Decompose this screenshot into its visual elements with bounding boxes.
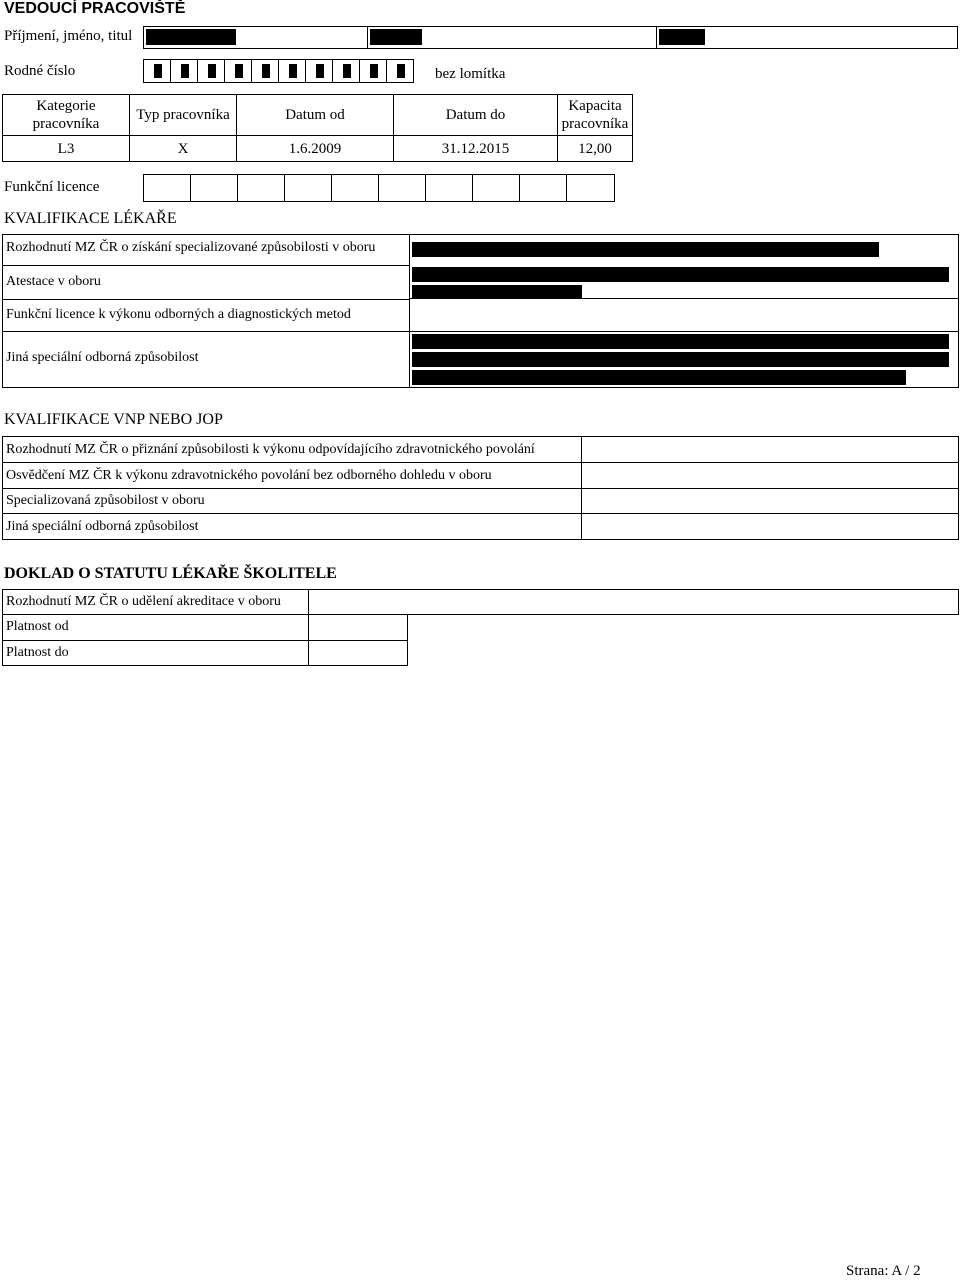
section-title-doctor-qualification: KVALIFIKACE LÉKAŘE bbox=[4, 210, 177, 227]
licence-box[interactable] bbox=[237, 174, 285, 202]
digit-box[interactable] bbox=[386, 59, 414, 83]
row-divider bbox=[3, 640, 407, 641]
attestation-label: Atestace v oboru bbox=[6, 274, 101, 289]
cell-category: L3 bbox=[2, 135, 130, 162]
licence-box[interactable] bbox=[566, 174, 615, 202]
vnp-decision-label: Rozhodnutí MZ ČR o přiznání způsobilosti k výkonu odpovídajícího zdravotnického povolání bbox=[6, 442, 535, 457]
doctor-qualification-table bbox=[2, 234, 959, 388]
licence-box[interactable] bbox=[190, 174, 238, 202]
redaction-block bbox=[412, 285, 582, 299]
header-category: Kategorie pracovníka bbox=[2, 94, 130, 136]
title-field[interactable] bbox=[656, 26, 958, 49]
cell-date-to: 31.12.2015 bbox=[393, 135, 558, 162]
column-divider bbox=[409, 235, 410, 387]
specialization-decision-label: Rozhodnutí MZ ČR o získání specializované způsobilosti v oboru bbox=[6, 240, 376, 255]
row-divider bbox=[3, 488, 958, 489]
vnp-other-label: Jiná speciální odborná způsobilost bbox=[6, 519, 199, 534]
redaction-block bbox=[412, 242, 879, 257]
redaction-block bbox=[412, 267, 949, 282]
vnp-specialized-label: Specializovaná způsobilost v oboru bbox=[6, 493, 205, 508]
birth-number-note: bez lomítka bbox=[435, 66, 506, 82]
other-competence-label: Jiná speciální odborná způsobilost bbox=[6, 350, 199, 365]
column-divider bbox=[308, 590, 309, 614]
cell-date-from: 1.6.2009 bbox=[236, 135, 394, 162]
vnp-certificate-label: Osvědčení MZ ČR k výkonu zdravotnického povolání bez odborného dohledu v oboru bbox=[6, 468, 492, 483]
digit-box[interactable] bbox=[305, 59, 333, 83]
birth-number-label: Rodné číslo bbox=[4, 63, 76, 79]
row-divider bbox=[3, 513, 958, 514]
digit-box[interactable] bbox=[197, 59, 225, 83]
section-title-vnp-qualification: KVALIFIKACE VNP NEBO JOP bbox=[4, 411, 223, 428]
digit-box[interactable] bbox=[278, 59, 306, 83]
surname-field[interactable] bbox=[367, 26, 657, 49]
redaction-block bbox=[370, 29, 422, 45]
row-divider bbox=[3, 299, 409, 300]
header-type: Typ pracovníka bbox=[129, 94, 237, 136]
functional-licence-methods-label: Funkční licence k výkonu odborných a diagnostických metod bbox=[6, 307, 351, 322]
header-capacity: Kapacita pracovníka bbox=[557, 94, 633, 136]
redaction-block bbox=[146, 29, 236, 45]
licence-box[interactable] bbox=[472, 174, 520, 202]
page-number: Strana: A / 2 bbox=[846, 1263, 921, 1279]
section-title-trainer: DOKLAD O STATUTU LÉKAŘE ŠKOLITELE bbox=[4, 565, 337, 582]
licence-label: Funkční licence bbox=[4, 179, 100, 195]
digit-box[interactable] bbox=[143, 59, 171, 83]
digit-box[interactable] bbox=[359, 59, 387, 83]
redaction-block bbox=[659, 29, 705, 45]
licence-box[interactable] bbox=[143, 174, 191, 202]
redaction-block bbox=[412, 334, 949, 349]
header-date-from: Datum od bbox=[236, 94, 394, 136]
licence-box[interactable] bbox=[519, 174, 567, 202]
row-divider bbox=[3, 265, 409, 266]
digit-box[interactable] bbox=[251, 59, 279, 83]
section-title-workplace: VEDOUCÍ PRACOVIŠTĚ bbox=[4, 0, 186, 17]
digit-box[interactable] bbox=[332, 59, 360, 83]
validity-table bbox=[2, 614, 408, 666]
row-divider bbox=[3, 331, 409, 332]
row-divider bbox=[409, 331, 958, 332]
accreditation-row bbox=[2, 589, 959, 615]
redaction-block bbox=[412, 370, 906, 385]
redaction-block bbox=[412, 352, 949, 367]
cell-type: X bbox=[129, 135, 237, 162]
licence-box[interactable] bbox=[284, 174, 332, 202]
valid-from-label: Platnost od bbox=[6, 619, 69, 634]
digit-box[interactable] bbox=[170, 59, 198, 83]
header-date-to: Datum do bbox=[393, 94, 558, 136]
vnp-qualification-table bbox=[2, 436, 959, 540]
digit-box[interactable] bbox=[224, 59, 252, 83]
accreditation-label: Rozhodnutí MZ ČR o udělení akreditace v oboru bbox=[6, 594, 281, 609]
licence-box[interactable] bbox=[378, 174, 426, 202]
cell-capacity: 12,00 bbox=[557, 135, 633, 162]
licence-box[interactable] bbox=[425, 174, 473, 202]
name-label: Příjmení, jméno, titul bbox=[4, 28, 133, 44]
valid-to-label: Platnost do bbox=[6, 645, 69, 660]
row-divider bbox=[3, 462, 958, 463]
licence-box[interactable] bbox=[331, 174, 379, 202]
name-field[interactable] bbox=[143, 26, 368, 49]
